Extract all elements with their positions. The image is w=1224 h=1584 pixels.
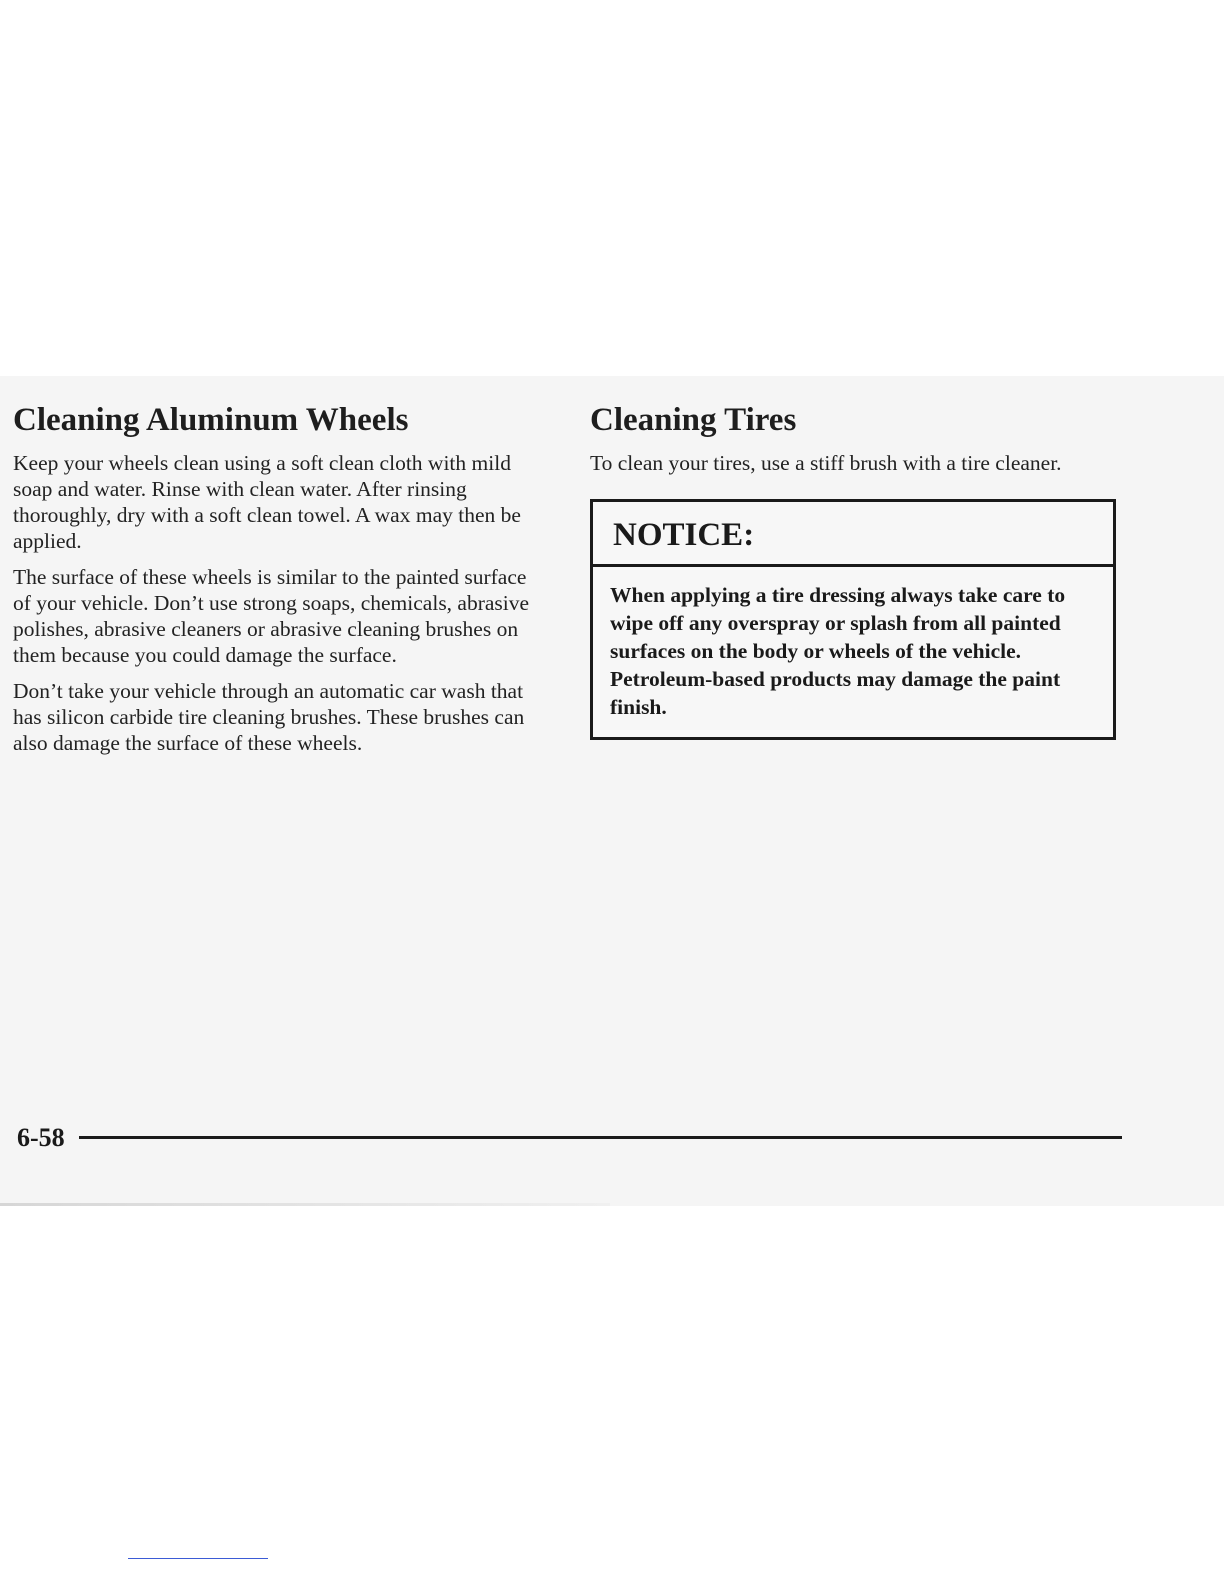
page-footer [17,1120,1122,1156]
notice-box [590,499,1116,740]
paragraph-car-wash-warning: Don’t take your vehicle through an automatic car wash that has silicon carbide tire cleaning brushes. These brushes can also damage the surface of these wheels. [13,679,525,755]
notice-body: When applying a tire dressing always take care to wipe off any overspray or splash from all painted surfaces on the body or wheels of the vehicle. Petroleum-based products may damage the paint finish. [610,583,1066,719]
section-heading-aluminum-wheels: Cleaning Aluminum Wheels [13,402,409,438]
section-heading-tires: Cleaning Tires [590,402,797,438]
paragraph-wheel-surface: The surface of these wheels is similar to the painted surface of your vehicle. Don’t use strong soaps, chemicals, abrasive polishes, abrasive cleaners or abrasive cleaning brushes on them because you could damage the surface. [13,565,530,667]
page-edge-shadow [0,1203,610,1206]
right-column [590,400,1124,740]
paragraph-tire-cleaning: To clean your tires, use a stiff brush with a tire cleaner. [590,451,1062,475]
link-underline[interactable] [128,1558,268,1559]
footer-rule [79,1136,1122,1139]
notice-title: NOTICE: [593,502,1113,567]
paragraph-wheel-care: Keep your wheels clean using a soft clean cloth with mild soap and water. Rinse with clean water. After rinsing thoroughly, dry with a soft clean towel. A wax may then be applied. [13,451,521,553]
page-number: 6-58 [17,1123,65,1152]
left-column [13,400,538,766]
